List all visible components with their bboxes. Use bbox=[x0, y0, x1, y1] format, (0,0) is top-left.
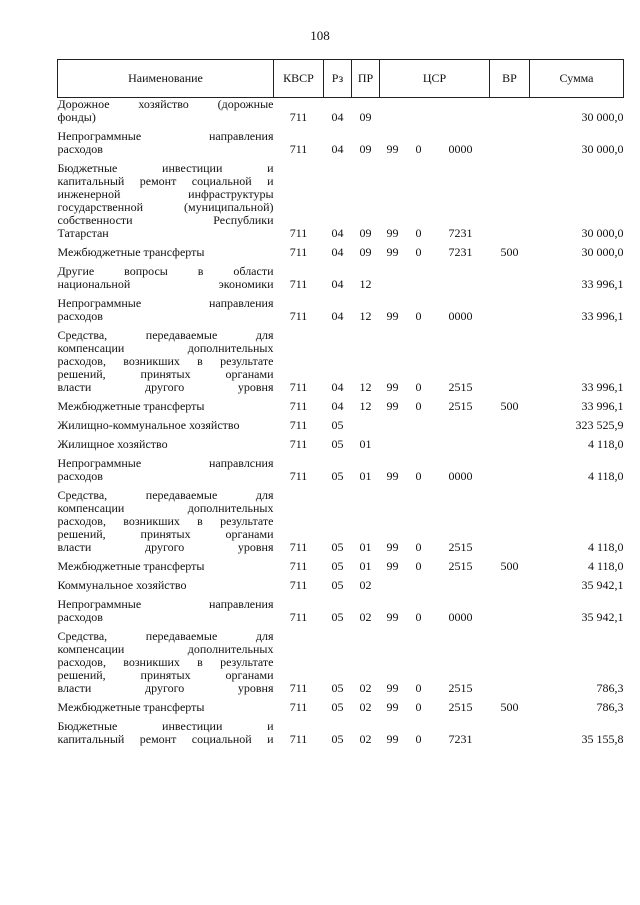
row-csr1: 99 bbox=[386, 142, 399, 156]
row-sum: 30 000,0 bbox=[581, 110, 624, 124]
row-name-line: Дорожное хозяйство (дорожные bbox=[57, 97, 274, 111]
row-csr1 bbox=[380, 579, 406, 592]
row-pr: 02 bbox=[359, 700, 372, 714]
row-pr: 01 bbox=[359, 437, 372, 451]
row-csr2: 0 bbox=[415, 540, 422, 554]
row-csr2: 0 bbox=[415, 732, 422, 746]
row-name bbox=[58, 265, 274, 291]
row-csr1 bbox=[380, 265, 406, 291]
row-name-line: государственной (муниципальной) bbox=[57, 200, 274, 214]
row-csr3: 7231 bbox=[448, 226, 473, 240]
row-rz: 04 bbox=[331, 226, 344, 240]
row-csr3: 2515 bbox=[448, 700, 473, 714]
row-csr3: 2515 bbox=[448, 380, 473, 394]
row-csr1 bbox=[380, 438, 406, 451]
row-name-line: Непрограммные направлсния bbox=[57, 456, 274, 470]
row-csr2: 0 bbox=[415, 142, 422, 156]
row-rz: 04 bbox=[331, 277, 344, 291]
row-name-line: Межбюджетные трансферты bbox=[57, 245, 205, 259]
row-name bbox=[58, 329, 274, 394]
row-kvsr: 711 bbox=[289, 559, 308, 573]
row-pr: 02 bbox=[359, 610, 372, 624]
table-row bbox=[58, 489, 624, 554]
row-kvsr: 711 bbox=[289, 540, 308, 554]
row-vr bbox=[490, 265, 530, 291]
row-name-line: Непрограммные направления bbox=[57, 296, 274, 310]
row-sum: 35 942,1 bbox=[581, 610, 624, 624]
row-vr bbox=[490, 438, 530, 451]
row-pr: 09 bbox=[359, 226, 372, 240]
row-pr: 01 bbox=[359, 559, 372, 573]
row-name bbox=[58, 701, 274, 714]
row-sum: 786,3 bbox=[596, 681, 624, 695]
row-vr bbox=[490, 98, 530, 125]
row-vr: 500 bbox=[500, 399, 519, 413]
row-sum: 35 942,1 bbox=[581, 578, 624, 592]
row-name-line: Межбюджетные трансферты bbox=[57, 559, 205, 573]
row-csr1: 99 bbox=[386, 559, 399, 573]
row-name-line: расходов, возникших в результате bbox=[57, 354, 274, 368]
row-name-line: расходов bbox=[57, 142, 103, 156]
row-name bbox=[58, 489, 274, 554]
header-pr: ПР bbox=[352, 60, 380, 98]
row-rz: 04 bbox=[331, 309, 344, 323]
row-name bbox=[58, 598, 274, 624]
row-name bbox=[58, 630, 274, 695]
row-pr: 09 bbox=[359, 142, 372, 156]
row-csr1: 99 bbox=[386, 245, 399, 259]
row-pr: 12 bbox=[359, 309, 372, 323]
row-rz: 04 bbox=[331, 142, 344, 156]
row-kvsr: 711 bbox=[289, 380, 308, 394]
row-csr3 bbox=[432, 419, 490, 432]
table-row bbox=[58, 438, 624, 451]
row-name bbox=[58, 438, 274, 451]
row-csr1 bbox=[380, 98, 406, 125]
row-csr3 bbox=[432, 98, 490, 125]
row-kvsr: 711 bbox=[289, 469, 308, 483]
row-name-line: Непрограммные направления bbox=[57, 129, 274, 143]
row-csr2: 0 bbox=[415, 380, 422, 394]
row-name-line: решений, принятых органами bbox=[57, 668, 274, 682]
table-body bbox=[58, 98, 624, 747]
row-name-line: Жилищное хозяйство bbox=[57, 437, 168, 451]
row-kvsr: 711 bbox=[289, 110, 308, 124]
row-vr bbox=[490, 329, 530, 394]
row-rz: 05 bbox=[331, 469, 344, 483]
row-name-line: собственности Республики bbox=[57, 213, 274, 227]
row-kvsr: 711 bbox=[289, 418, 308, 432]
row-name bbox=[58, 162, 274, 240]
row-name-line: капитальный ремонт социальной и bbox=[57, 174, 274, 188]
row-name bbox=[58, 579, 274, 592]
row-vr bbox=[490, 457, 530, 483]
row-rz: 05 bbox=[331, 418, 344, 432]
row-csr1: 99 bbox=[386, 610, 399, 624]
table-row bbox=[58, 560, 624, 573]
row-csr3: 2515 bbox=[448, 399, 473, 413]
row-name-line: решений, принятых органами bbox=[57, 367, 274, 381]
row-kvsr: 711 bbox=[289, 681, 308, 695]
row-vr bbox=[490, 297, 530, 323]
row-name-line: Бюджетные инвестиции и bbox=[57, 719, 274, 733]
table-row bbox=[58, 297, 624, 323]
row-name-line: Межбюджетные трансферты bbox=[57, 700, 205, 714]
row-pr: 12 bbox=[359, 277, 372, 291]
header-csr: ЦСР bbox=[380, 60, 490, 98]
row-pr: 01 bbox=[359, 540, 372, 554]
row-csr3 bbox=[432, 438, 490, 451]
row-csr3: 2515 bbox=[448, 559, 473, 573]
row-pr: 09 bbox=[359, 245, 372, 259]
table-row bbox=[58, 701, 624, 714]
row-rz: 05 bbox=[331, 437, 344, 451]
row-sum: 786,3 bbox=[596, 700, 624, 714]
row-name-line: расходов bbox=[57, 469, 103, 483]
row-vr bbox=[490, 419, 530, 432]
row-pr: 02 bbox=[359, 578, 372, 592]
row-kvsr: 711 bbox=[289, 578, 308, 592]
row-kvsr: 711 bbox=[289, 732, 308, 746]
table-row bbox=[58, 457, 624, 483]
table-row bbox=[58, 598, 624, 624]
row-name-line: Непрограммные направления bbox=[57, 597, 274, 611]
row-name-line: инженерной инфраструктуры bbox=[57, 187, 274, 201]
row-name-line: компенсации дополнительных bbox=[57, 341, 274, 355]
row-sum: 323 525,9 bbox=[575, 418, 624, 432]
row-name-line: компенсации дополнительных bbox=[57, 501, 274, 515]
row-rz: 05 bbox=[331, 540, 344, 554]
header-kvsr: КВСР bbox=[274, 60, 324, 98]
header-sum: Сумма bbox=[530, 60, 624, 98]
row-sum: 30 000,0 bbox=[581, 142, 624, 156]
row-csr3: 0000 bbox=[448, 309, 473, 323]
row-name bbox=[58, 419, 274, 432]
row-kvsr: 711 bbox=[289, 309, 308, 323]
row-name bbox=[58, 457, 274, 483]
row-name-line: Татарстан bbox=[57, 226, 109, 240]
row-kvsr: 711 bbox=[289, 700, 308, 714]
row-name bbox=[58, 720, 274, 746]
row-name bbox=[58, 297, 274, 323]
row-sum: 33 996,1 bbox=[581, 309, 624, 323]
table-row bbox=[58, 130, 624, 156]
row-csr1: 99 bbox=[386, 399, 399, 413]
row-rz: 05 bbox=[331, 610, 344, 624]
row-sum: 35 155,8 bbox=[581, 732, 624, 746]
row-name bbox=[58, 98, 274, 125]
row-rz: 05 bbox=[331, 732, 344, 746]
table-header-row bbox=[58, 60, 624, 98]
row-sum: 4 118,0 bbox=[587, 437, 624, 451]
table-row bbox=[58, 162, 624, 240]
table-row bbox=[58, 265, 624, 291]
row-csr2: 0 bbox=[415, 559, 422, 573]
row-pr: 12 bbox=[359, 380, 372, 394]
row-vr bbox=[490, 130, 530, 156]
row-name-line: Другие вопросы в области bbox=[57, 264, 274, 278]
row-kvsr: 711 bbox=[289, 399, 308, 413]
row-csr2: 0 bbox=[415, 469, 422, 483]
row-vr bbox=[490, 630, 530, 695]
row-pr: 01 bbox=[359, 469, 372, 483]
row-csr2: 0 bbox=[415, 610, 422, 624]
row-pr: 12 bbox=[359, 399, 372, 413]
row-kvsr: 711 bbox=[289, 437, 308, 451]
row-csr2: 0 bbox=[415, 399, 422, 413]
row-csr2: 0 bbox=[415, 309, 422, 323]
table-row bbox=[58, 400, 624, 413]
row-sum: 33 996,1 bbox=[581, 380, 624, 394]
row-rz: 04 bbox=[331, 399, 344, 413]
row-name-line: расходов, возникших в результате bbox=[57, 514, 274, 528]
row-name bbox=[58, 246, 274, 259]
row-csr3: 2515 bbox=[448, 681, 473, 695]
row-rz: 05 bbox=[331, 681, 344, 695]
row-sum: 30 000,0 bbox=[581, 226, 624, 240]
row-csr1: 99 bbox=[386, 309, 399, 323]
row-csr1: 99 bbox=[386, 732, 399, 746]
row-csr3 bbox=[432, 579, 490, 592]
row-kvsr: 711 bbox=[289, 277, 308, 291]
row-csr1: 99 bbox=[386, 226, 399, 240]
row-name-line: капитальный ремонт социальной и bbox=[57, 732, 274, 746]
row-name-line: Средства, передаваемые для bbox=[57, 488, 274, 502]
row-csr3: 0000 bbox=[448, 142, 473, 156]
row-name-line: национальной экономики bbox=[57, 277, 274, 291]
row-csr3 bbox=[432, 265, 490, 291]
row-sum: 4 118,0 bbox=[587, 559, 624, 573]
row-rz: 05 bbox=[331, 559, 344, 573]
row-pr: 02 bbox=[359, 681, 372, 695]
row-csr1: 99 bbox=[386, 700, 399, 714]
row-vr: 500 bbox=[500, 245, 519, 259]
row-name-line: Средства, передаваемые для bbox=[57, 629, 274, 643]
row-vr: 500 bbox=[500, 700, 519, 714]
row-name bbox=[58, 130, 274, 156]
table-row bbox=[58, 630, 624, 695]
row-csr3: 0000 bbox=[448, 610, 473, 624]
row-csr2 bbox=[406, 579, 432, 592]
row-name-line: расходов bbox=[57, 309, 103, 323]
row-name-line: Коммунальное хозяйство bbox=[57, 578, 187, 592]
row-csr3: 7231 bbox=[448, 245, 473, 259]
table-row bbox=[58, 329, 624, 394]
row-sum: 4 118,0 bbox=[587, 540, 624, 554]
row-vr bbox=[490, 489, 530, 554]
row-name-line: расходов, возникших в результате bbox=[57, 655, 274, 669]
row-csr2 bbox=[406, 98, 432, 125]
row-name-line: власти другого уровня bbox=[57, 540, 274, 554]
row-csr3: 2515 bbox=[448, 540, 473, 554]
row-kvsr: 711 bbox=[289, 226, 308, 240]
row-vr bbox=[490, 162, 530, 240]
row-vr bbox=[490, 598, 530, 624]
row-rz: 04 bbox=[331, 110, 344, 124]
row-sum: 30 000,0 bbox=[581, 245, 624, 259]
row-sum: 4 118,0 bbox=[587, 469, 624, 483]
row-vr: 500 bbox=[500, 559, 519, 573]
row-name-line: власти другого уровня bbox=[57, 681, 274, 695]
row-csr3: 7231 bbox=[448, 732, 473, 746]
header-rz: Рз bbox=[324, 60, 352, 98]
row-pr: 02 bbox=[359, 732, 372, 746]
row-csr2: 0 bbox=[415, 681, 422, 695]
row-name-line: расходов bbox=[57, 610, 103, 624]
table-row bbox=[58, 419, 624, 432]
row-vr bbox=[490, 720, 530, 746]
row-csr2 bbox=[406, 265, 432, 291]
row-csr1: 99 bbox=[386, 380, 399, 394]
row-kvsr: 711 bbox=[289, 610, 308, 624]
row-name-line: Бюджетные инвестиции и bbox=[57, 161, 274, 175]
row-csr2: 0 bbox=[415, 700, 422, 714]
table-row bbox=[58, 579, 624, 592]
row-csr1 bbox=[380, 419, 406, 432]
row-name-line: компенсации дополнительных bbox=[57, 642, 274, 656]
row-name bbox=[58, 560, 274, 573]
row-rz: 04 bbox=[331, 245, 344, 259]
table-row bbox=[58, 98, 624, 125]
row-name-line: решений, принятых органами bbox=[57, 527, 274, 541]
row-name-line: Межбюджетные трансферты bbox=[57, 399, 205, 413]
row-csr2: 0 bbox=[415, 226, 422, 240]
row-csr2: 0 bbox=[415, 245, 422, 259]
row-sum: 33 996,1 bbox=[581, 277, 624, 291]
row-vr bbox=[490, 579, 530, 592]
budget-table bbox=[57, 59, 624, 746]
row-pr bbox=[352, 419, 380, 432]
page-number: 108 bbox=[310, 28, 330, 43]
row-csr2 bbox=[406, 438, 432, 451]
row-kvsr: 711 bbox=[289, 245, 308, 259]
row-name-line: Средства, передаваемые для bbox=[57, 328, 274, 342]
row-rz: 05 bbox=[331, 700, 344, 714]
header-name: Наименование bbox=[58, 60, 274, 98]
row-name bbox=[58, 400, 274, 413]
row-sum: 33 996,1 bbox=[581, 399, 624, 413]
row-csr2 bbox=[406, 419, 432, 432]
table-row bbox=[58, 720, 624, 746]
row-kvsr: 711 bbox=[289, 142, 308, 156]
table-row bbox=[58, 246, 624, 259]
row-name-line: Жилищно-коммунальное хозяйство bbox=[57, 418, 240, 432]
row-csr3: 0000 bbox=[448, 469, 473, 483]
row-name-line: власти другого уровня bbox=[57, 380, 274, 394]
row-csr1: 99 bbox=[386, 540, 399, 554]
header-vr: ВР bbox=[490, 60, 530, 98]
row-rz: 05 bbox=[331, 578, 344, 592]
row-name-line: фонды) bbox=[57, 110, 96, 124]
row-csr1: 99 bbox=[386, 469, 399, 483]
row-rz: 04 bbox=[331, 380, 344, 394]
row-pr: 09 bbox=[359, 110, 372, 124]
row-csr1: 99 bbox=[386, 681, 399, 695]
